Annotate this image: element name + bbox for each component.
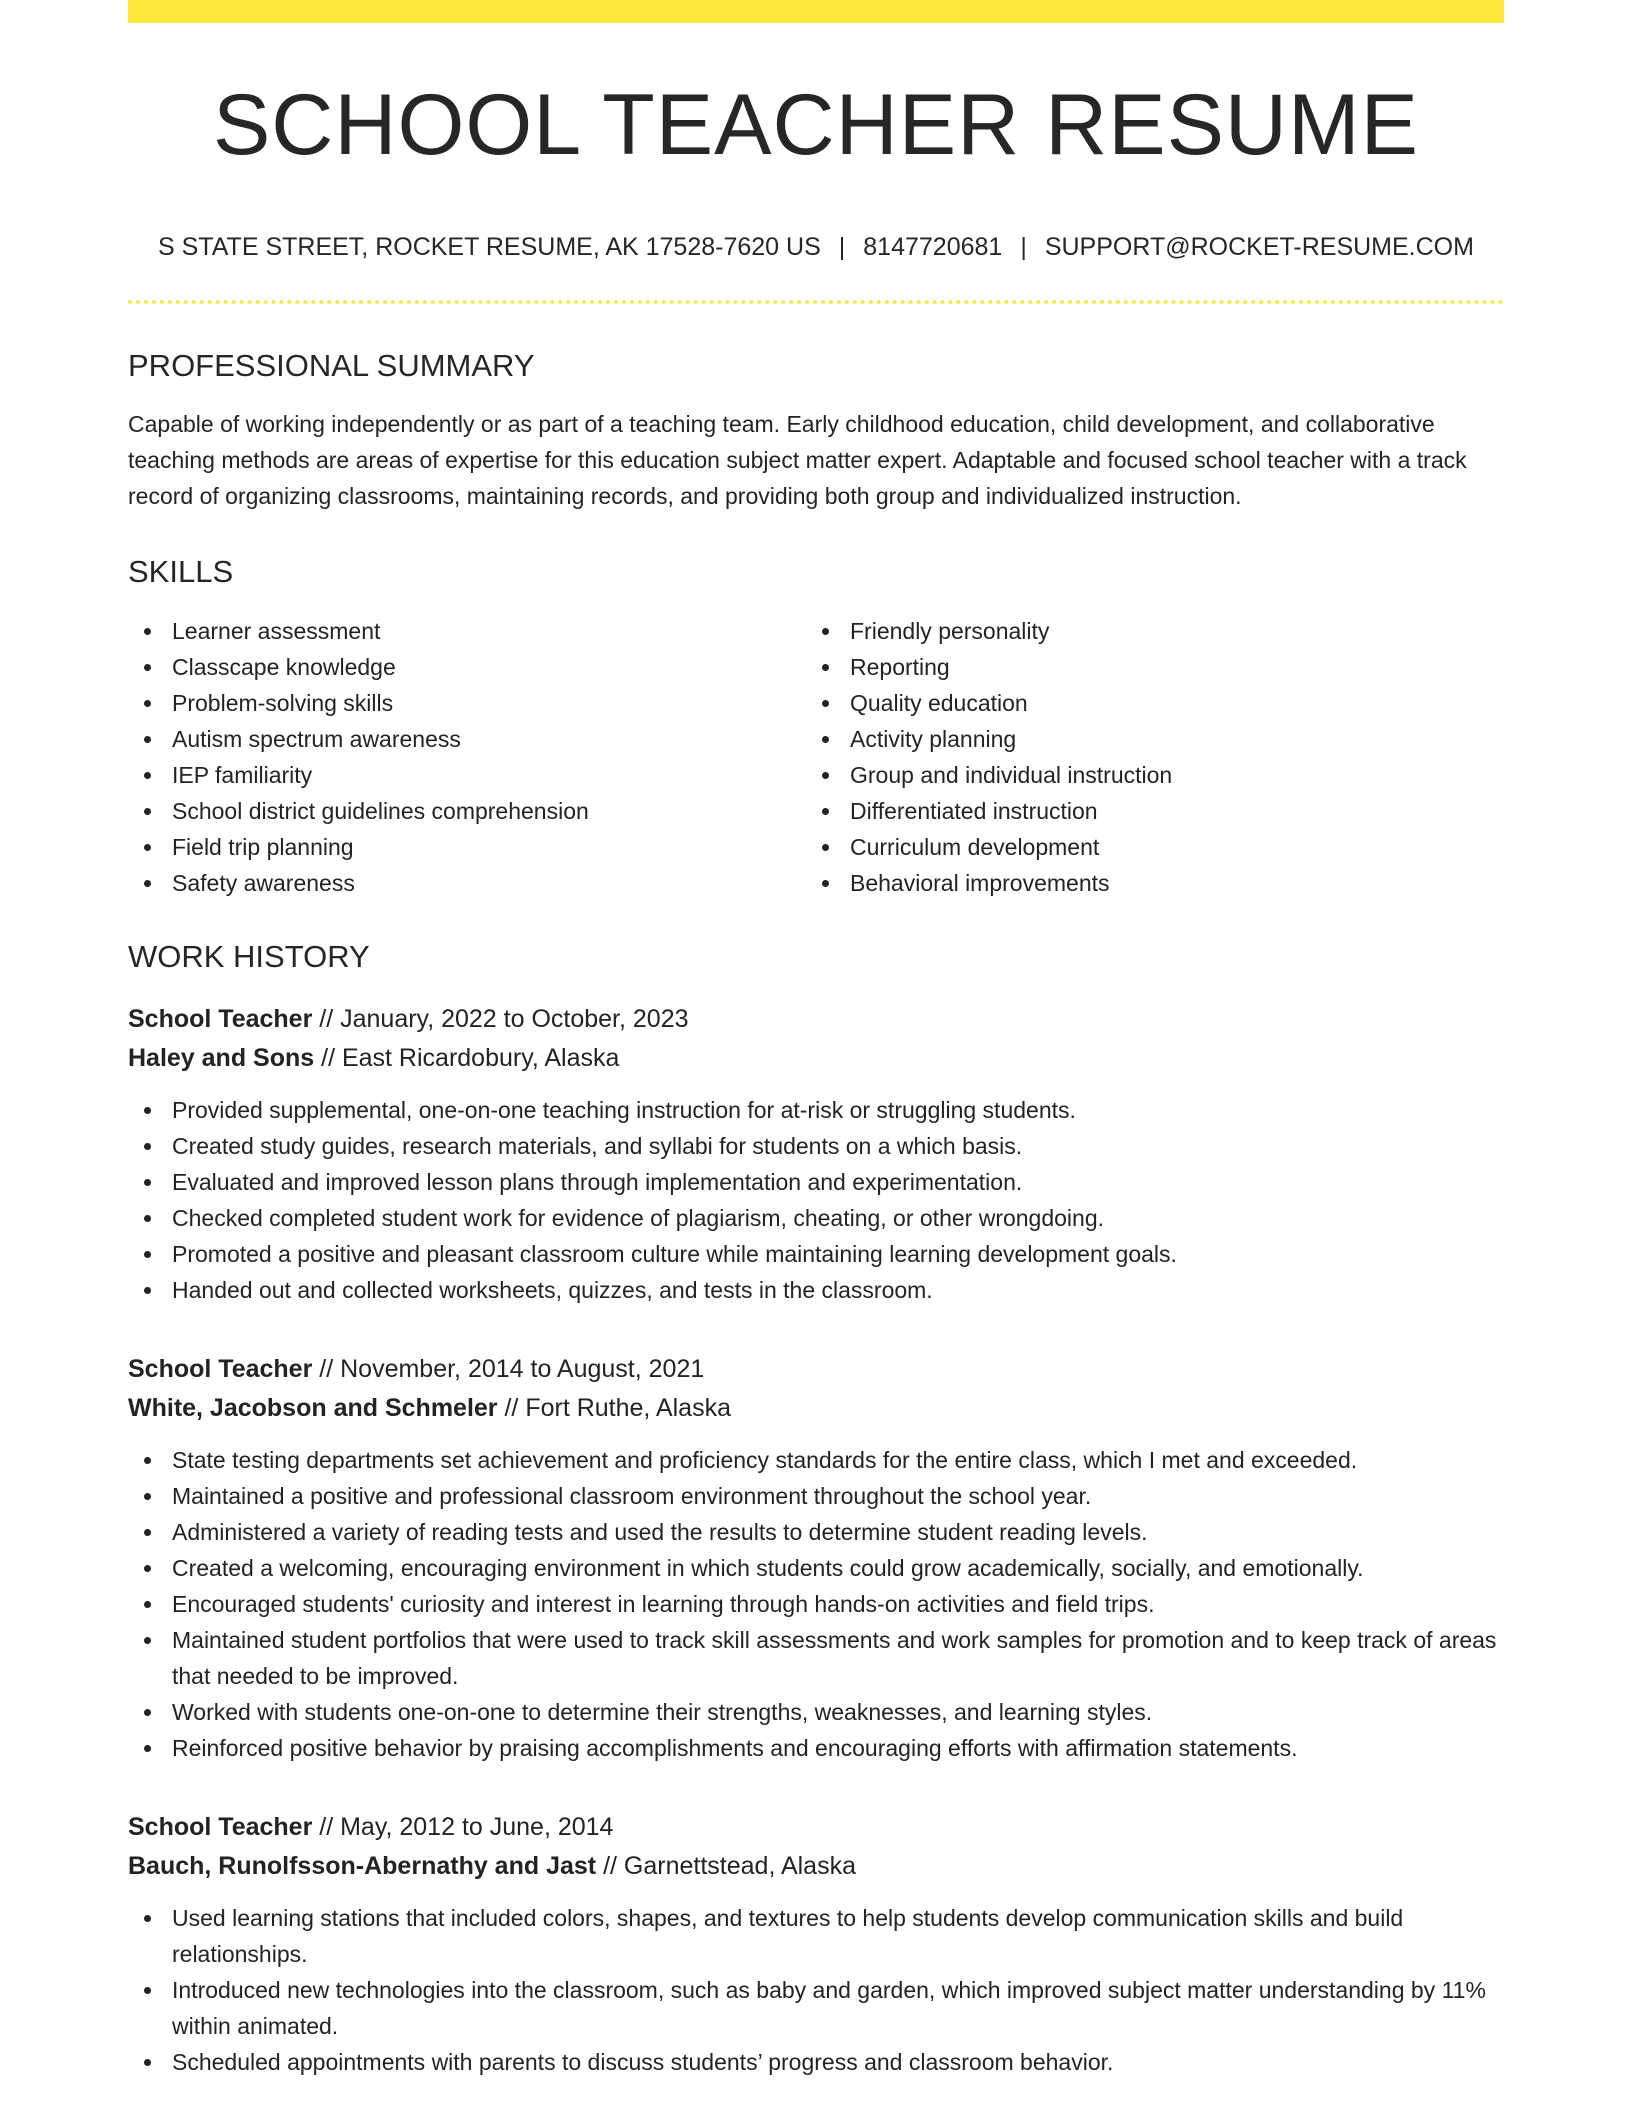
job-location: // East Ricardobury, Alaska (314, 1044, 620, 1072)
job-entry (128, 1350, 1504, 1766)
job-duty-item: Evaluated and improved lesson plans through implementation and experimentation. (128, 1164, 1504, 1200)
work-history-list (128, 1000, 1504, 2080)
skill-item: Curriculum development (806, 829, 1484, 865)
contact-phone: 8147720681 (863, 233, 1003, 261)
accent-top-bar (128, 0, 1504, 23)
job-employer-line (128, 1389, 1504, 1428)
skill-item: Activity planning (806, 721, 1484, 757)
job-duty-item: Encouraged students' curiosity and interest in learning through hands-on activities and field trips. (128, 1586, 1504, 1622)
job-duty-item: Handed out and collected worksheets, quizzes, and tests in the classroom. (128, 1272, 1504, 1308)
skill-item: Reporting (806, 649, 1484, 685)
job-employer: White, Jacobson and Schmeler (128, 1394, 498, 1422)
summary-text: Capable of working independently or as part of a teaching team. Early childhood education, child development, and collaborative teaching methods are areas of expertise for this education subject matter expert. Adaptable and focused school teacher with a track record of organizing classrooms, maintaining records, and providing both group and individualized instruction. (128, 411, 1467, 509)
job-duty-item: Administered a variety of reading tests and used the results to determine student reading levels. (128, 1514, 1504, 1550)
job-duties-list (128, 1092, 1504, 1308)
job-title: School Teacher (128, 1005, 313, 1033)
skill-item: Group and individual instruction (806, 757, 1484, 793)
job-location: // Fort Ruthe, Alaska (497, 1394, 731, 1422)
job-dates: // May, 2012 to June, 2014 (312, 1813, 614, 1841)
resume-page (128, 0, 1504, 2080)
job-location: // Garnettstead, Alaska (596, 1852, 856, 1880)
job-duty-item: Introduced new technologies into the classroom, such as baby and garden, which improved subject matter understanding by 11% within animated. (128, 1972, 1504, 2044)
job-title-line (128, 1808, 1504, 1847)
job-entry (128, 1000, 1504, 1308)
skills-list-right (806, 613, 1484, 901)
skill-item: Field trip planning (128, 829, 806, 865)
job-duty-item: Reinforced positive behavior by praising accomplishments and encouraging efforts with affirmation statements. (128, 1730, 1504, 1766)
skill-item: IEP familiarity (128, 757, 806, 793)
skills-heading: SKILLS (128, 554, 234, 589)
job-duty-item: Scheduled appointments with parents to discuss students’ progress and classroom behavior. (128, 2044, 1504, 2080)
job-duty-item: Checked completed student work for evidence of plagiarism, cheating, or other wrongdoing. (128, 1200, 1504, 1236)
job-dates: // January, 2022 to October, 2023 (312, 1005, 689, 1033)
job-title-line (128, 1000, 1504, 1039)
skill-item: Problem-solving skills (128, 685, 806, 721)
contact-line (128, 235, 1504, 260)
job-title: School Teacher (128, 1813, 313, 1841)
job-employer: Haley and Sons (128, 1044, 315, 1072)
job-duty-item: Worked with students one-on-one to determine their strengths, weaknesses, and learning styles. (128, 1694, 1504, 1730)
skill-item: Autism spectrum awareness (128, 721, 806, 757)
skill-item: Quality education (806, 685, 1484, 721)
job-duty-item: Promoted a positive and pleasant classroom culture while maintaining learning development goals. (128, 1236, 1504, 1272)
job-employer-line (128, 1039, 1504, 1078)
work-history-heading: WORK HISTORY (128, 939, 370, 974)
job-title-line (128, 1350, 1504, 1389)
job-entry (128, 1808, 1504, 2080)
job-employer-line (128, 1847, 1504, 1886)
contact-email: SUPPORT@ROCKET-RESUME.COM (1044, 233, 1474, 261)
job-duty-item: Maintained a positive and professional classroom environment throughout the school year. (128, 1478, 1504, 1514)
skill-item: Learner assessment (128, 613, 806, 649)
contact-separator: | (1020, 233, 1027, 261)
skill-item: Differentiated instruction (806, 793, 1484, 829)
job-duties-list (128, 1442, 1504, 1766)
contact-separator: | (838, 233, 846, 261)
skill-item: Safety awareness (128, 865, 806, 901)
header-divider (128, 300, 1504, 304)
skills-column-right (806, 613, 1484, 901)
skill-item: Behavioral improvements (806, 865, 1484, 901)
resume-title: SCHOOL TEACHER RESUME (212, 77, 1420, 173)
job-duty-item: State testing departments set achievement and proficiency standards for the entire class, which I met and exceeded. (128, 1442, 1504, 1478)
job-duty-item: Created study guides, research materials, and syllabi for students on a which basis. (128, 1128, 1504, 1164)
contact-address: S STATE STREET, ROCKET RESUME, AK 17528-7620 US (158, 233, 821, 261)
job-duties-list (128, 1900, 1504, 2080)
job-dates: // November, 2014 to August, 2021 (312, 1355, 705, 1383)
skills-list-left (128, 613, 806, 901)
skills-list (128, 613, 1504, 901)
job-duty-item: Maintained student portfolios that were used to track skill assessments and work samples for promotion and to keep track of areas that needed to be improved. (128, 1622, 1504, 1694)
job-duty-item: Created a welcoming, encouraging environment in which students could grow academically, socially, and emotionally. (128, 1550, 1504, 1586)
skill-item: Friendly personality (806, 613, 1484, 649)
job-duty-item: Provided supplemental, one-on-one teaching instruction for at-risk or struggling students. (128, 1092, 1504, 1128)
job-duty-item: Used learning stations that included colors, shapes, and textures to help students develop communication skills and build relationships. (128, 1900, 1504, 1972)
skill-item: School district guidelines comprehension (128, 793, 806, 829)
summary-heading: PROFESSIONAL SUMMARY (128, 348, 535, 383)
job-title: School Teacher (128, 1355, 313, 1383)
job-employer: Bauch, Runolfsson-Abernathy and Jast (128, 1852, 597, 1880)
skill-item: Classcape knowledge (128, 649, 806, 685)
skills-column-left (128, 613, 806, 901)
